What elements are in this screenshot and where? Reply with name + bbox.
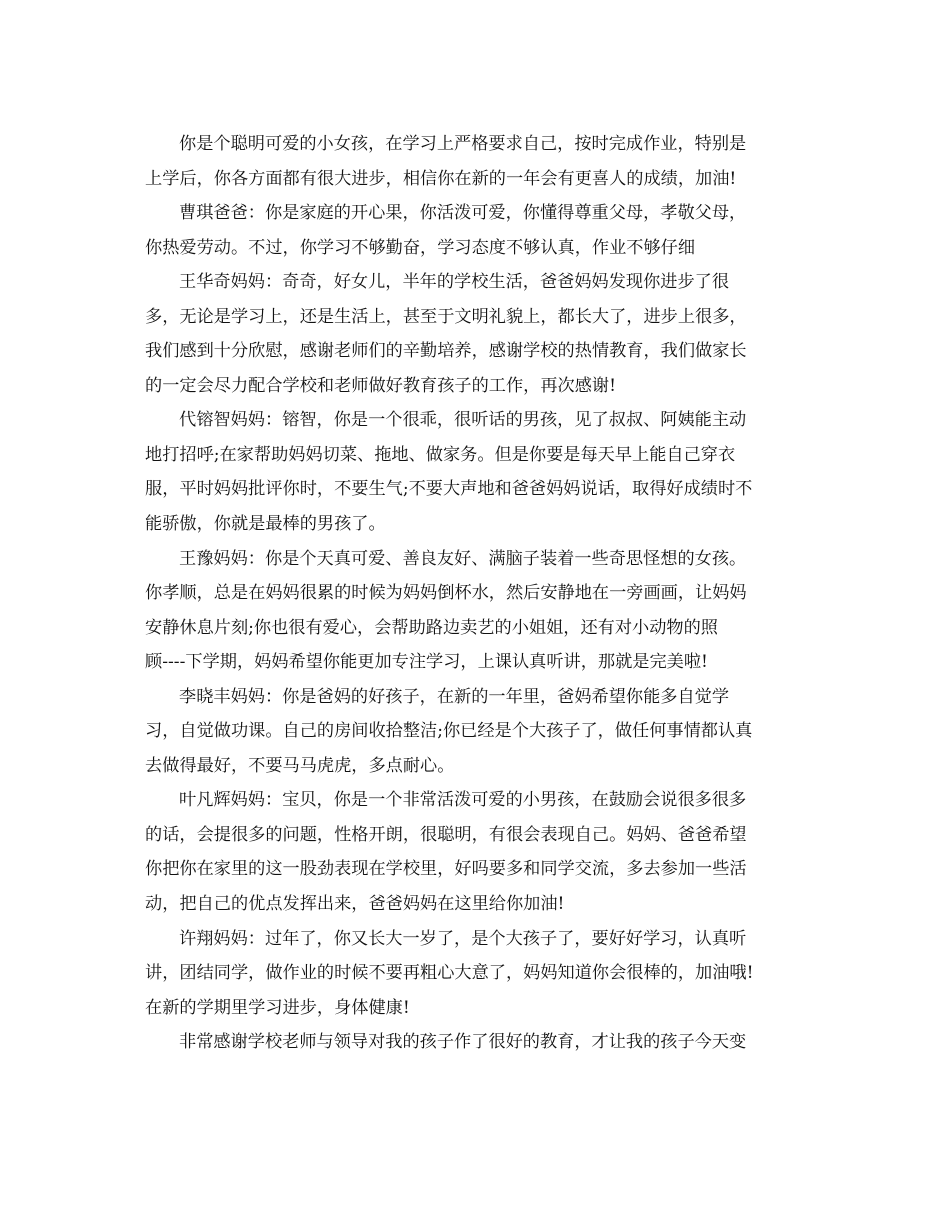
text-line: 的话，会提很多的问题，性格开朗，很聪明，有很会表现自己。妈妈、爸爸希望 xyxy=(145,824,747,845)
text-line: 代镕智妈妈：镕智，你是一个很乖，很听话的男孩，见了叔叔、阿姨能主动 xyxy=(179,410,747,431)
text-line: 顾----下学期，妈妈希望你能更加专注学习，上课认真听讲，那就是完美啦! xyxy=(145,652,708,673)
text-line: 讲，团结同学，做作业的时候不要再粗心大意了，妈妈知道你会很棒的，加油哦! xyxy=(145,963,754,984)
text-line: 你是个聪明可爱的小女孩，在学习上严格要求自己，按时完成作业，特别是 xyxy=(179,134,747,154)
text-line: 我们感到十分欣慰，感谢老师们的辛勤培养，感谢学校的热情教育，我们做家长 xyxy=(145,341,747,362)
text-line: 你热爱劳动。不过，你学习不够勤奋，学习态度不够认真，作业不够仔细 xyxy=(145,237,696,258)
text-line: 非常感谢学校老师与领导对我的孩子作了很好的教育，才让我的孩子今天变 xyxy=(179,1032,747,1053)
text-line: 能骄傲，你就是最棒的男孩了。 xyxy=(145,514,386,535)
text-line: 安静休息片刻;你也很有爱心，会帮助路边卖艺的小姐姐，还有对小动物的照 xyxy=(145,617,718,638)
text-line: 在新的学期里学习进步，身体健康! xyxy=(145,997,410,1018)
text-line: 服，平时妈妈批评你时，不要生气;不要大声地和爸爸妈妈说话，取得好成绩时不 xyxy=(145,479,753,500)
text-line: 动，把自己的优点发挥出来，爸爸妈妈在这里给你加油! xyxy=(145,894,565,915)
text-line: 多，无论是学习上，还是生活上，甚至于文明礼貌上，都长大了，进步上很多， xyxy=(145,306,747,327)
text-line: 叶凡辉妈妈：宝贝，你是一个非常活泼可爱的小男孩，在鼓励会说很多很多 xyxy=(179,790,747,811)
text-line: 你把你在家里的这一股劲表现在学校里，好吗要多和同学交流，多去参加一些活 xyxy=(145,859,747,880)
text-line: 曹琪爸爸：你是家庭的开心果，你活泼可爱，你懂得尊重父母，孝敬父母， xyxy=(179,203,747,224)
text-line: 地打招呼;在家帮助妈妈切菜、拖地、做家务。但是你要是每天早上能自己穿衣 xyxy=(145,444,736,465)
text-line: 去做得最好，不要马马虎虎，多点耐心。 xyxy=(145,755,455,776)
text-line: 王豫妈妈：你是个天真可爱、善良友好、满脑子装着一些奇思怪想的女孩。 xyxy=(179,548,747,569)
text-line: 的一定会尽力配合学校和老师做好教育孩子的工作，再次感谢! xyxy=(145,375,616,396)
text-line: 许翔妈妈：过年了，你又长大一岁了，是个大孩子了，要好好学习，认真听 xyxy=(179,928,747,949)
text-line: 上学后，你各方面都有很大进步，相信你在新的一年会有更喜人的成绩，加油! xyxy=(145,168,737,189)
text-line: 你孝顺，总是在妈妈很累的时候为妈妈倒杯水，然后安静地在一旁画画，让妈妈 xyxy=(145,583,747,604)
document-body xyxy=(145,127,810,1060)
text-line: 李晓丰妈妈：你是爸妈的好孩子，在新的一年里，爸妈希望你能多自觉学 xyxy=(179,686,730,707)
text-line: 王华奇妈妈：奇奇，好女儿，半年的学校生活，爸爸妈妈发现你进步了很 xyxy=(179,272,730,293)
text-line: 习，自觉做功课。自己的房间收拾整洁;你已经是个大孩子了，做任何事情都认真 xyxy=(145,721,753,742)
